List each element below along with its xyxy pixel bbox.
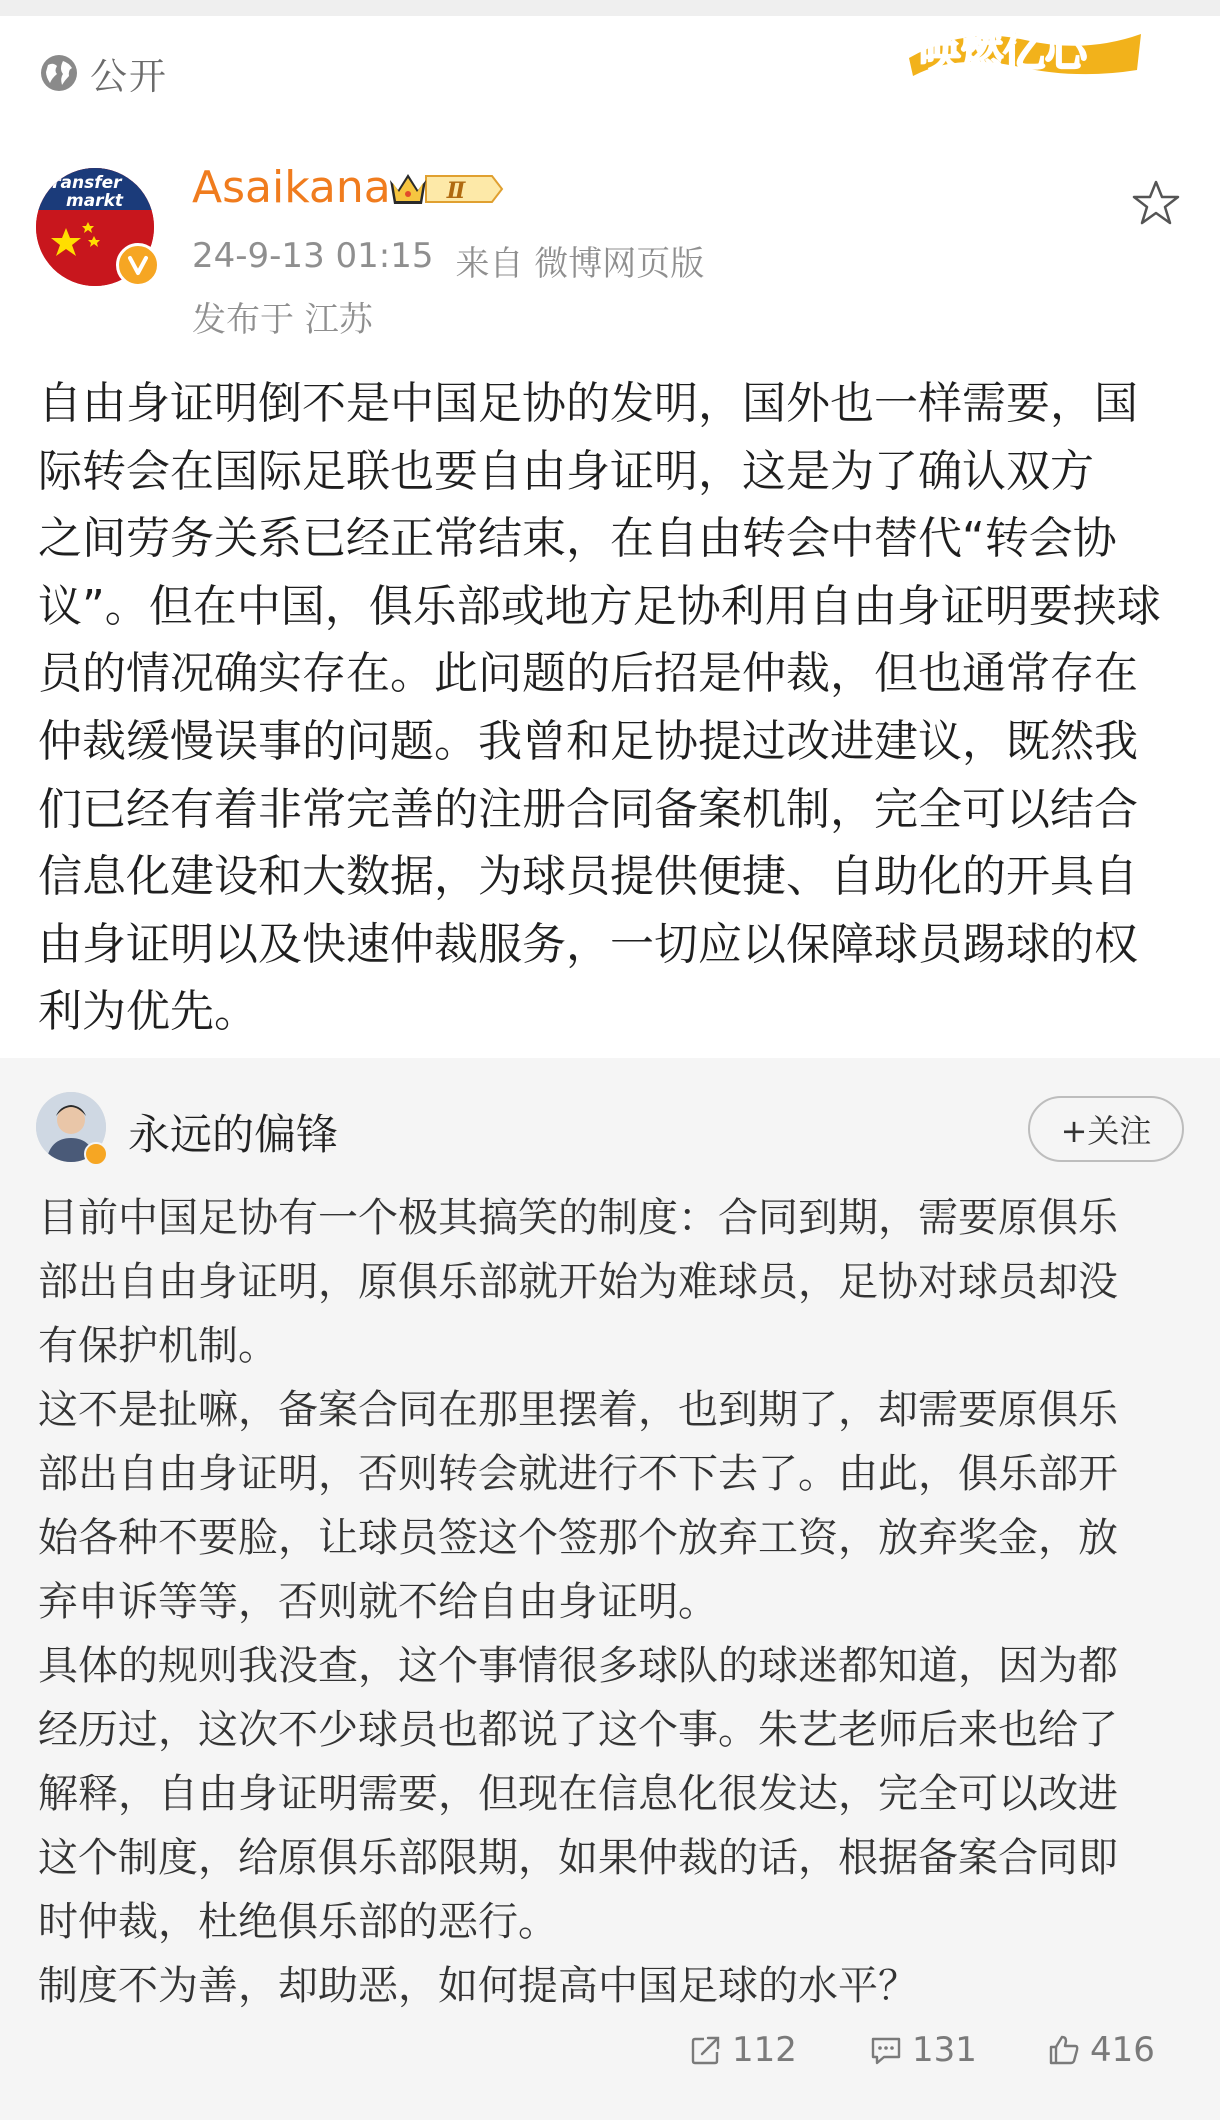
avatar-logo-text-1: transfer bbox=[44, 173, 122, 193]
thumbs-up-icon bbox=[1046, 2032, 1082, 2068]
post-line: 们已经有着非常完善的注册合同备案机制，完全可以结合 bbox=[38, 783, 1138, 835]
repost-body bbox=[38, 1186, 1188, 2018]
verified-badge-icon bbox=[116, 243, 160, 287]
svg-text:唤燃亿心: 唤燃亿心 bbox=[919, 27, 1088, 76]
avatar-logo-text-2: markt bbox=[66, 191, 124, 211]
post-line: 利为优先。 bbox=[38, 986, 258, 1038]
globe-icon bbox=[38, 52, 80, 94]
visibility-indicator bbox=[38, 46, 168, 100]
like-action[interactable] bbox=[1046, 2030, 1155, 2070]
post-meta bbox=[192, 236, 704, 285]
repost-line: 具体的规则我没查，这个事情很多球队的球迷都知道，因为都 bbox=[38, 1643, 1118, 1689]
repost-line: 这不是扯嘛，备案合同在那里摆着，也到期了，却需要原俱乐 bbox=[38, 1387, 1118, 1433]
repost-verified-badge-icon bbox=[84, 1142, 108, 1166]
repost-line: 时仲裁，杜绝俱乐部的恶行。 bbox=[38, 1899, 558, 1945]
visibility-label: 公开 bbox=[90, 55, 168, 98]
favorite-star-icon[interactable] bbox=[1130, 178, 1182, 230]
repost-line: 始各种不要脸，让球员签这个签那个放弃工资，放弃奖金，放 bbox=[38, 1515, 1118, 1561]
comment-count: 131 bbox=[912, 2030, 977, 2070]
repost-line: 部出自由身证明，原俱乐部就开始为难球员，足协对球员却没 bbox=[38, 1259, 1118, 1305]
repost-line: 经历过，这次不少球员也都说了这个事。朱艺老师后来也给了 bbox=[38, 1707, 1118, 1753]
comment-icon bbox=[868, 2032, 904, 2068]
like-count: 416 bbox=[1090, 2030, 1155, 2070]
watermark-logo bbox=[905, 18, 1145, 84]
post-date: 24-9-13 01:15 bbox=[192, 236, 434, 276]
repost-author-name[interactable]: 永远的偏锋 bbox=[128, 1110, 339, 1159]
repost-line: 解释，自由身证明需要，但现在信息化很发达，完全可以改进 bbox=[38, 1771, 1118, 1817]
comment-action[interactable] bbox=[868, 2030, 977, 2070]
post-line: 信息化建设和大数据，为球员提供便捷、自助化的开具自 bbox=[38, 851, 1138, 903]
level-badge-label: Ⅱ bbox=[446, 178, 466, 204]
post-line: 之间劳务关系已经正常结束，在自由转会中替代“转会协 bbox=[38, 513, 1117, 565]
repost-line: 目前中国足协有一个极其搞笑的制度：合同到期，需要原俱乐 bbox=[38, 1195, 1118, 1241]
share-icon bbox=[688, 2032, 724, 2068]
repost-line: 部出自由身证明，否则转会就进行不下去了。由此，俱乐部开 bbox=[38, 1451, 1118, 1497]
author-name[interactable]: Asaikana bbox=[192, 162, 391, 213]
repost-action-bar bbox=[0, 2030, 1220, 2094]
repost-line: 制度不为善，却助恶，如何提高中国足球的水平？ bbox=[38, 1963, 918, 2009]
post-body bbox=[38, 370, 1188, 1046]
post-line: 议”。但在中国，俱乐部或地方足协利用自由身证明要挟球 bbox=[38, 580, 1161, 632]
post-line: 自由身证明倒不是中国足协的发明，国外也一样需要，国 bbox=[38, 378, 1138, 429]
post-line: 仲裁缓慢误事的问题。我曾和足协提过改进建议，既然我 bbox=[38, 715, 1138, 767]
repost-count: 112 bbox=[732, 2030, 797, 2070]
post-line: 际转会在国际足联也要自由身证明，这是为了确认双方 bbox=[38, 445, 1094, 497]
repost-action[interactable] bbox=[688, 2030, 797, 2070]
top-divider bbox=[0, 0, 1220, 16]
repost-line: 这个制度，给原俱乐部限期，如果仲裁的话，根据备案合同即 bbox=[38, 1835, 1118, 1881]
post-source[interactable]: 来自 微博网页版 bbox=[455, 244, 705, 284]
repost-line: 有保护机制。 bbox=[38, 1323, 278, 1369]
follow-button[interactable]: +关注 bbox=[1028, 1096, 1184, 1162]
crown-level-badge-icon bbox=[386, 166, 506, 212]
post-line: 由身证明以及快速仲裁服务，一切应以保障球员踢球的权 bbox=[38, 918, 1138, 970]
post-line: 员的情况确实存在。此问题的后招是仲裁，但也通常存在 bbox=[38, 648, 1138, 700]
repost-line: 弃申诉等等，否则就不给自由身证明。 bbox=[38, 1579, 718, 1625]
post-location: 发布于 江苏 bbox=[192, 300, 373, 340]
